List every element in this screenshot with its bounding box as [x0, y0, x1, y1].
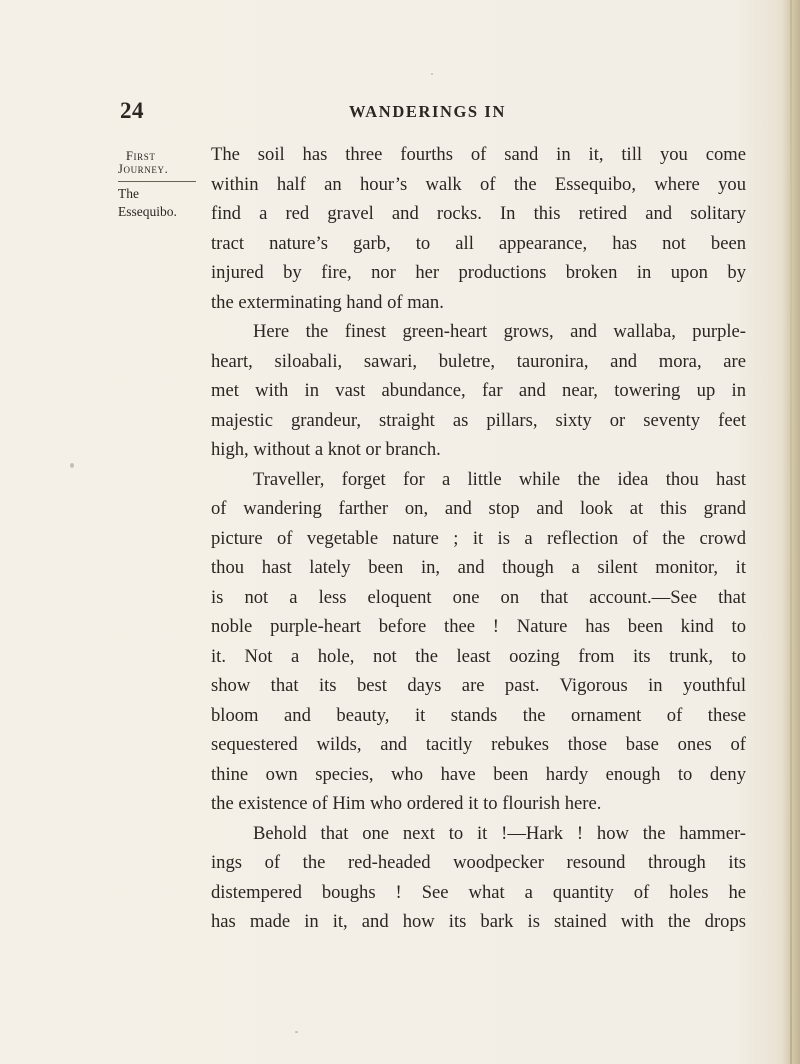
paragraph	[211, 317, 746, 465]
text-line: Behold that one next to it !—Hark ! how the hammer-	[253, 822, 746, 844]
text-line: The soil has three fourths of sand in it, till you come	[211, 144, 746, 165]
text-line: heart, siloabali, sawari, buletre, tauronira, and mora, are	[211, 350, 746, 372]
text-line: picture of vegetable nature ; it is a reflection of the crowd	[211, 527, 746, 549]
text-line: thine own species, who have been hardy enough to deny	[211, 763, 746, 785]
paragraph	[211, 465, 746, 819]
margin-note-heading-2: Journey.	[118, 162, 169, 176]
margin-note-rule	[118, 181, 196, 182]
paper-speck	[295, 1031, 298, 1033]
text-line: has made in it, and how its bark is stained with the drops	[211, 911, 746, 932]
body-text	[211, 140, 746, 937]
text-line: injured by fire, nor her productions broken in upon by	[211, 262, 746, 283]
text-line: the exterminating hand of man.	[211, 291, 444, 313]
text-line: is not a less eloquent one on that account.—See that	[211, 586, 746, 608]
text-line: within half an hour’s walk of the Essequibo, where you	[211, 173, 746, 195]
text-line: Here the finest green-heart grows, and wallaba, purple-	[253, 321, 746, 342]
text-line: it. Not a hole, not the least oozing from its trunk, to	[211, 645, 746, 667]
text-line: high, without a knot or branch.	[211, 439, 441, 460]
text-line: majestic grandeur, straight as pillars, sixty or seventy feet	[211, 409, 746, 431]
margin-note-heading-1: First	[126, 149, 156, 163]
paragraph	[211, 819, 746, 937]
paper-speck	[70, 463, 74, 468]
paper-speck	[431, 73, 433, 75]
text-line: distempered boughs ! See what a quantity of holes he	[211, 881, 746, 903]
text-line: the existence of Him who ordered it to flourish here.	[211, 793, 602, 814]
text-line: noble purple-heart before thee ! Nature has been kind to	[211, 616, 746, 637]
margin-note-topic-1: The	[118, 186, 139, 201]
text-line: thou hast lately been in, and though a silent monitor, it	[211, 557, 746, 578]
text-line: bloom and beauty, it stands the ornament of these	[211, 704, 746, 726]
text-line: ings of the red-headed woodpecker resound through its	[211, 852, 746, 873]
text-line: sequestered wilds, and tacitly rebukes those base ones of	[211, 734, 746, 755]
text-line: of wandering farther on, and stop and look at this grand	[211, 498, 746, 519]
text-line: show that its best days are past. Vigorous in youthful	[211, 675, 746, 696]
text-line: met with in vast abundance, far and near, towering up in	[211, 380, 746, 401]
text-line: tract nature’s garb, to all appearance, has not been	[211, 232, 746, 254]
page-header	[120, 98, 735, 126]
text-line: Traveller, forget for a little while the idea thou hast	[253, 468, 746, 490]
page-edge-line	[790, 0, 792, 1064]
text-line: find a red gravel and rocks. In this retired and solitary	[211, 203, 746, 224]
paragraph	[211, 140, 746, 317]
margin-note-topic-2: Essequibo.	[118, 204, 177, 219]
page-number: 24	[120, 98, 144, 123]
margin-note	[118, 150, 198, 221]
running-head: WANDERINGS IN	[349, 102, 506, 121]
